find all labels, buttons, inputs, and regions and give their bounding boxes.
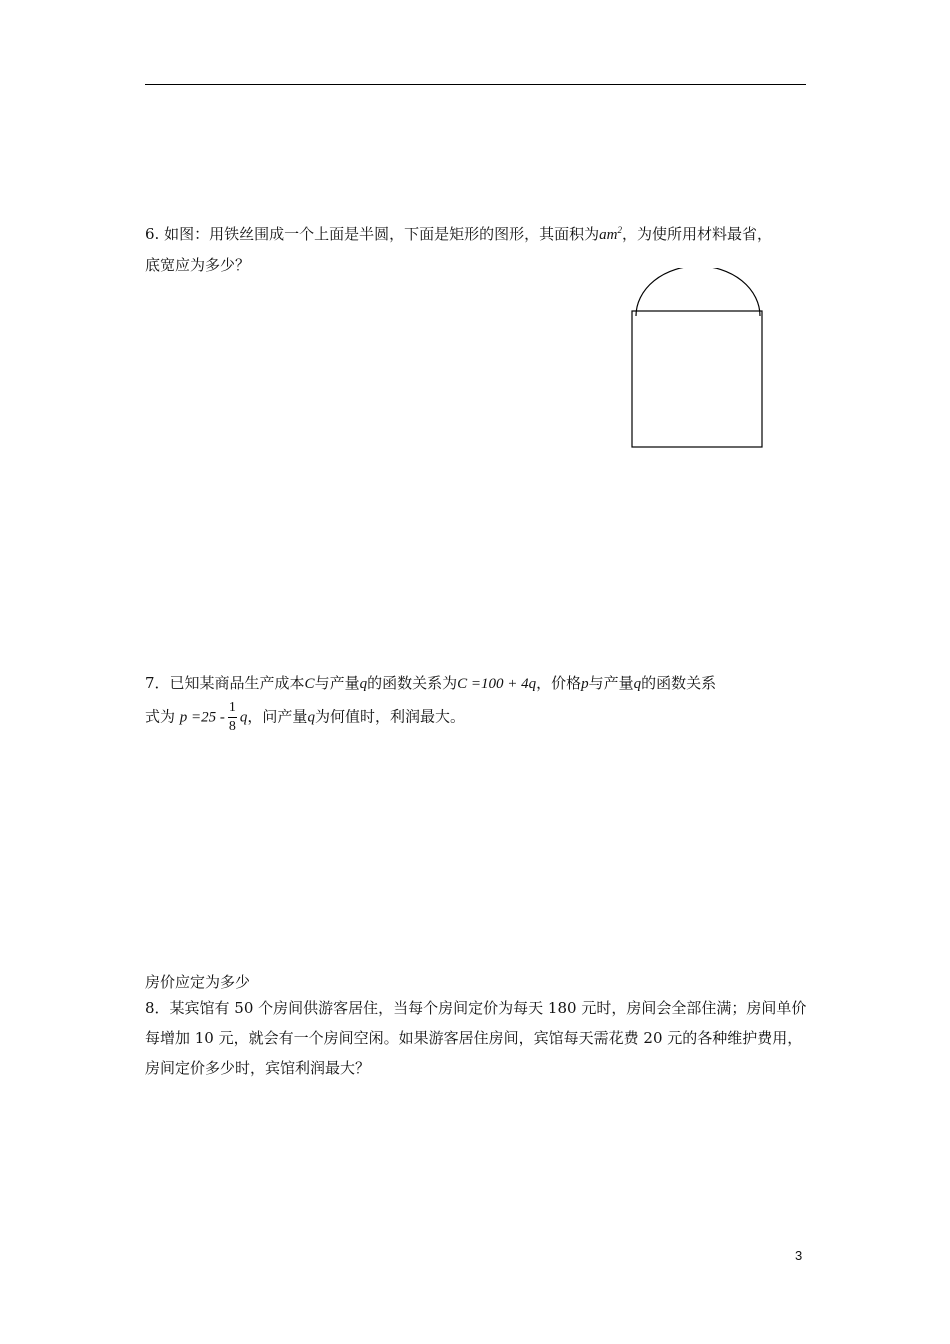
semicircle-rectangle-figure: [630, 268, 766, 452]
problem-6-text: 6. 如图：用铁丝围成一个上面是半圆，下面是矩形的图形，其面积为: [145, 225, 600, 243]
problem-8: 8．某宾馆有 50 个房间供游客居住，当每个房间定价为每天 180 元时，房间会全部住满；房间单价每增加 10 元，就会有一个房间空闲。如果游客居住房间，宾馆每天需花费 20 元的各种维护费用，房间定价多少时，宾馆利润最大？: [145, 999, 807, 1077]
problem-6-question: 底宽应为多少？: [145, 256, 251, 274]
header-rule: [145, 84, 806, 85]
note-room-price: 房价应定为多少: [145, 973, 251, 991]
problem-7: 7．已知某商品生产成本C与产量q的函数关系为C =100 + 4q，价格p与产量q的函数关系 式为 p =25 - $\frac{1}{8}$ q，问产量q为何值时，利润最大。: [145, 674, 717, 734]
cost-equation: C =100 + 4q: [457, 676, 537, 692]
price-equation: p =25 -: [179, 709, 225, 726]
fraction-one-eighth: $\frac{1}{8}$: [228, 700, 236, 734]
rectangle-shape: [632, 311, 762, 447]
page-number: 3: [795, 1248, 803, 1263]
var-cost: C: [304, 676, 315, 692]
var-quantity: q: [359, 676, 368, 692]
problem-6-text-tail: ，为使所用材料最省，: [621, 225, 772, 243]
var-price: p: [581, 676, 589, 692]
semicircle-arc: [636, 268, 760, 316]
area-expression: $am^2$: [599, 225, 622, 243]
